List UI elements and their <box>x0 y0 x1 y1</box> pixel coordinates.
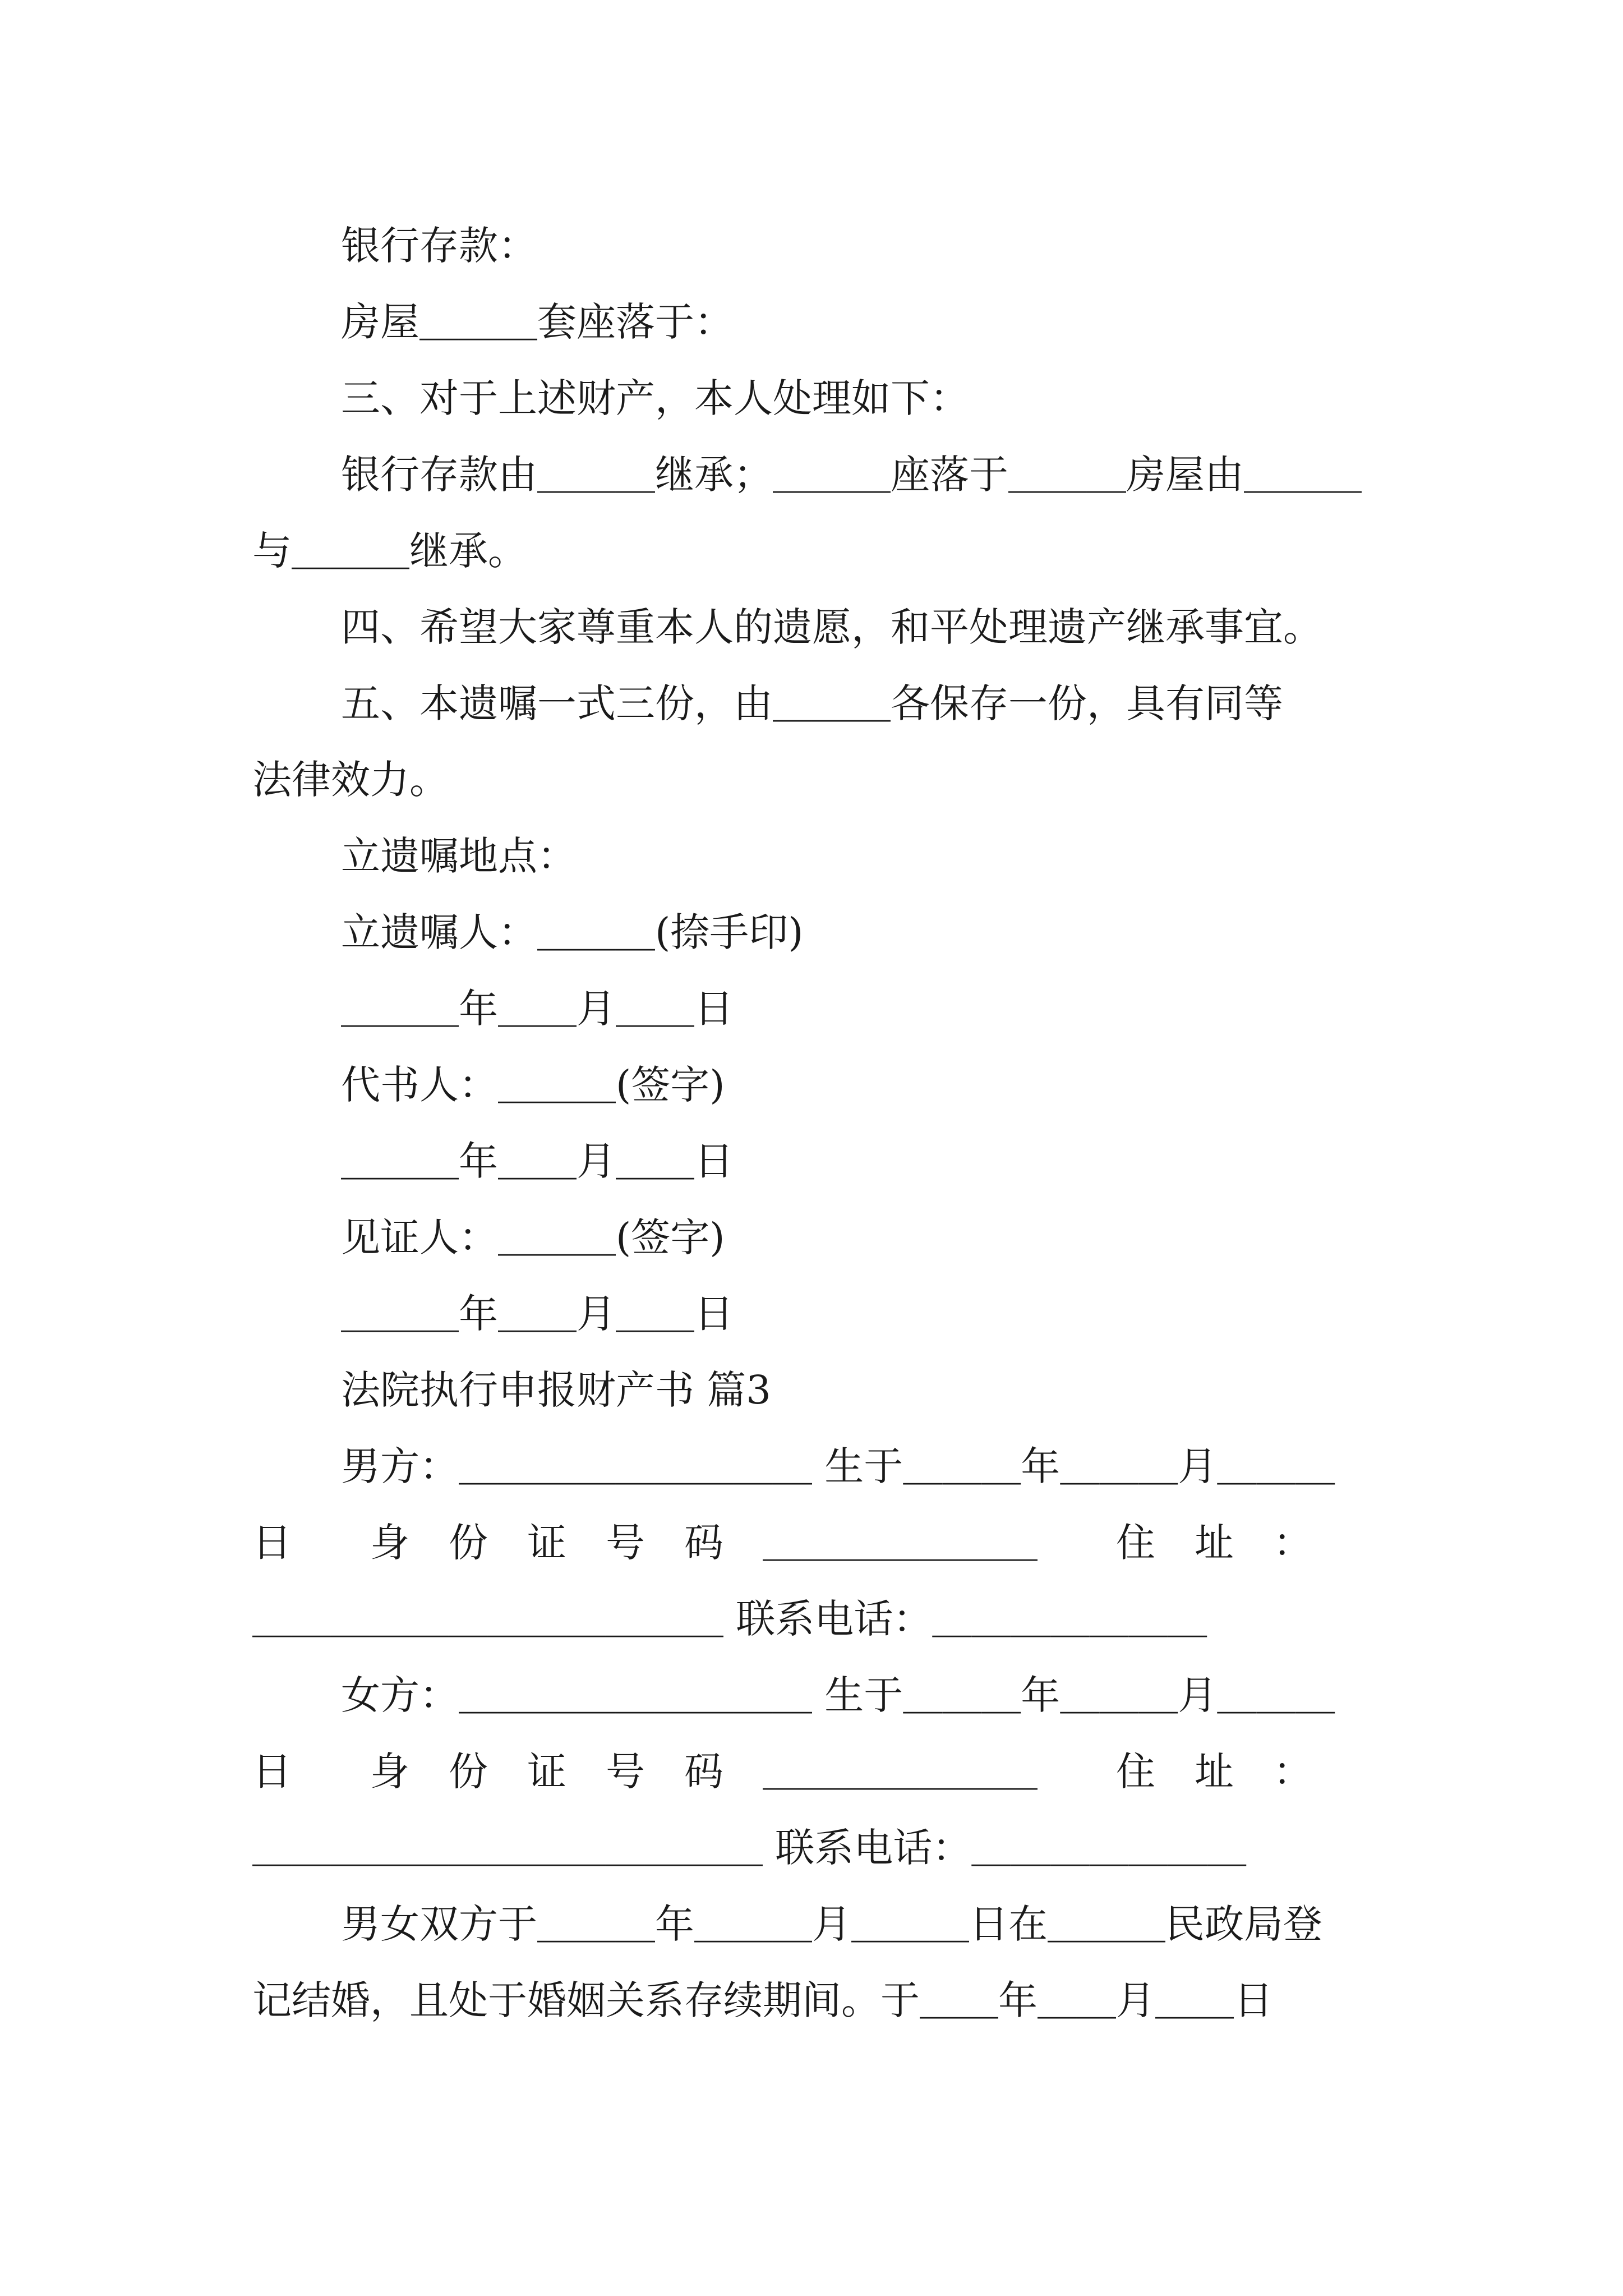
document-body <box>252 208 1380 2039</box>
line-marriage-1: 男女双方于＿＿＿年＿＿＿月＿＿＿日在＿＿＿民政局登 <box>341 1901 1322 1947</box>
line-date-3: ＿＿＿年＿＿月＿＿日 <box>341 1291 734 1337</box>
line-date-1: ＿＿＿年＿＿月＿＿日 <box>341 986 734 1032</box>
line-section-four: 四、希望大家尊重本人的遗愿，和平处理遗产继承事宜。 <box>341 604 1322 650</box>
line-male-party-3: ＿＿＿＿＿＿＿＿＿＿＿＿ 联系电话：＿＿＿＿＿＿＿ <box>252 1596 1207 1642</box>
line-female-party-1: 女方：＿＿＿＿＿＿＿＿＿ 生于＿＿＿年＿＿＿月＿＿＿ <box>341 1672 1335 1718</box>
line-scribe: 代书人：＿＿＿(签字) <box>341 1062 725 1108</box>
line-witness: 见证人：＿＿＿(签字) <box>341 1214 725 1260</box>
line-female-party-2: 日 身 份 证 号 码 ＿＿＿＿＿＿＿ 住 址 ： <box>252 1749 1312 1795</box>
line-testator: 立遗嘱人：＿＿＿(捺手印) <box>341 909 804 955</box>
line-house-location: 房屋＿＿＿套座落于： <box>341 299 734 345</box>
line-inheritance-1: 银行存款由＿＿＿继承；＿＿＿座落于＿＿＿房屋由＿＿＿ <box>341 452 1362 498</box>
line-section-three: 三、对于上述财产，本人处理如下： <box>341 375 969 421</box>
section-heading: 法院执行申报财产书 篇3 <box>341 1367 771 1413</box>
line-date-2: ＿＿＿年＿＿月＿＿日 <box>341 1138 734 1184</box>
line-section-five-2: 法律效力。 <box>252 757 449 803</box>
line-bank-deposit: 银行存款： <box>341 223 537 269</box>
line-female-party-3: ＿＿＿＿＿＿＿＿＿＿＿＿＿ 联系电话：＿＿＿＿＿＿＿ <box>252 1825 1247 1871</box>
line-marriage-2: 记结婚，且处于婚姻关系存续期间。于＿＿年＿＿月＿＿日 <box>252 1977 1273 2023</box>
line-male-party-1: 男方：＿＿＿＿＿＿＿＿＿ 生于＿＿＿年＿＿＿月＿＿＿ <box>341 1443 1335 1489</box>
line-inheritance-2: 与＿＿＿继承。 <box>252 528 527 574</box>
line-section-five-1: 五、本遗嘱一式三份，由＿＿＿各保存一份，具有同等 <box>341 680 1283 726</box>
line-male-party-2: 日 身 份 证 号 码 ＿＿＿＿＿＿＿ 住 址 ： <box>252 1520 1312 1566</box>
line-will-location: 立遗嘱地点： <box>341 833 577 879</box>
